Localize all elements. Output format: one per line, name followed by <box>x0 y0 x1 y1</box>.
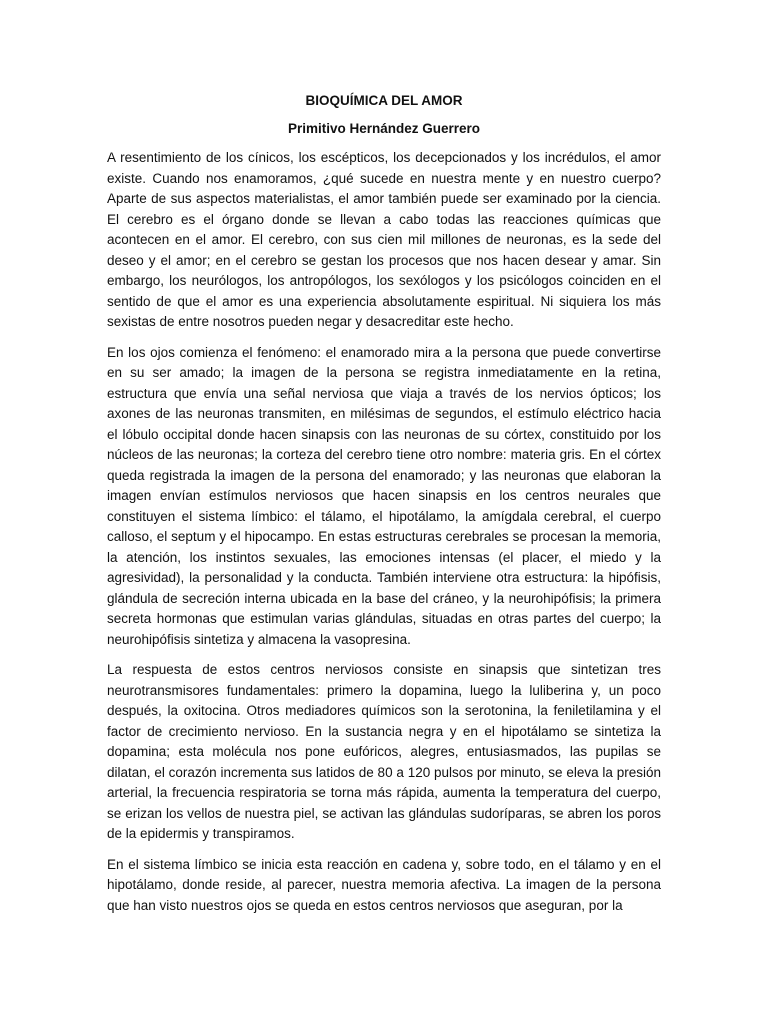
document-author: Primitivo Hernández Guerrero <box>287 121 481 136</box>
document-title: BIOQUÍMICA DEL AMOR <box>305 93 463 108</box>
document-page <box>107 92 661 926</box>
paragraph-4: En el sistema límbico se inicia esta reacción en cadena y, sobre todo, en el tálamo y en el hipotálamo, donde reside, al parecer, nuestra memoria afectiva. La imagen de la persona que han visto nuestros ojos se queda en estos centros nerviosos que aseguran, por la <box>107 856 661 913</box>
paragraph-3: La respuesta de estos centros nerviosos consiste en sinapsis que sintetizan tres neurotransmisores fundamentales: primero la dopamina, luego la luliberina y, un poco después, la oxitocina. Otros mediadores químicos son la serotonina, la feniletilamina y el factor de crecimiento nervioso. En la sustancia negra y en el hipotálamo se sintetiza la dopamina; esta molécula nos pone eufóricos, alegres, entusiasmados, las pupilas se dilatan, el corazón incrementa sus latidos de 80 a 120 pulsos por minuto, se eleva la presión arterial, la frecuencia respiratoria se torna más rápida, aumenta la temperatura del cuerpo, se erizan los vellos de nuestra piel, se activan las glándulas sudoríparas, se abren los poros de la epidermis y transpiramos. <box>107 662 661 841</box>
paragraph-2: En los ojos comienza el fenómeno: el enamorado mira a la persona que puede convertirse en su ser amado; la imagen de la persona se registra inmediatamente en la retina, estructura que envía una señal nerviosa que viaja a través de los nervios ópticos; los axones de las neuronas transmiten, en milésimas de segundos, el estímulo eléctrico hacia el lóbulo occipital donde hacen sinapsis con las neuronas de su córtex, constituido por los núcleos de las neuronas; la corteza del cerebro tiene otro nombre: materia gris. En el córtex queda registrada la imagen de la persona del enamorado; y las neuronas que elaboran la imagen envían estímulos nerviosos que hacen sinapsis en los centros neurales que constituyen el sistema límbico: el tálamo, el hipotálamo, la amígdala cerebral, el cuerpo calloso, el septum y el hipocampo. En estas estructuras cerebrales se procesan la memoria, la atención, los instintos sexuales, las emociones intensas (el placer, el miedo y la agresividad), la personalidad y la conducta. También interviene otra estructura: la hipófisis, glándula de secreción interna ubicada en la base del cráneo, y la neurohipófisis; la primera secreta hormonas que estimulan varias glándulas, situadas en otras partes del cuerpo; la neurohipófisis sintetiza y almacena la vasopresina. <box>107 344 661 647</box>
paragraph-1: A resentimiento de los cínicos, los escépticos, los decepcionados y los incrédulos, el amor existe. Cuando nos enamoramos, ¿qué sucede en nuestra mente y en nuestro cuerpo? Aparte de sus aspectos materialistas, el amor también puede ser examinado por la ciencia. El cerebro es el órgano donde se llevan a cabo todas las reacciones químicas que acontecen en el amor. El cerebro, con sus cien mil millones de neuronas, es la sede del deseo y el amor; en el cerebro se gestan los procesos que nos hacen desear y amar. Sin embargo, los neurólogos, los antropólogos, los sexólogos y los psicólogos coinciden en el sentido de que el amor es una experiencia absolutamente espiritual. Ni siquiera los más sexistas de entre nosotros pueden negar y desacreditar este hecho. <box>107 150 661 329</box>
